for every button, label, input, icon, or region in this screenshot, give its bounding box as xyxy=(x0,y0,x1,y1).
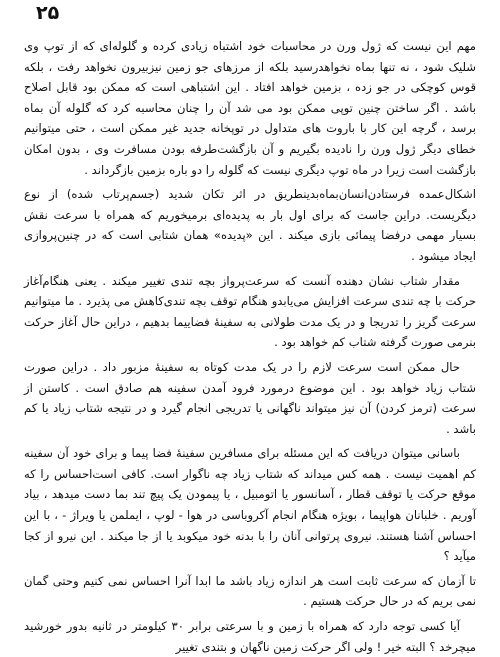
paragraph-1: مهم این نیست که ژول ورن در محاسبات خود اشتباه زیادی کرده و گلوله‌ای که از توپ وی شلیک شود ، نه تنها بماه نخواهدرسید بلکه از مرزهای جو زمین نیزبیرون نخواهد رفت ، بلکه قوس کوچکی در جو زده ، بزمین خواهد افتاد . این اشتباهی است که ممکن بود قابل اصلاح باشد . اگر ساختن چنین توپی ممکن بود می شد آن را چنان محاسبه کرد که گلوله آن بماه برسد ، گرچه این کار با باروت های متداول در توپخانه جدید غیر ممکن است ، حتی میتوانیم خطای دیگر ژول ورن را نادیده بگیریم و آن بازگشت‌طرفه بودن مسافرت وی ، بدون امکان بازگشت است زیرا در ماه توپ دیگری نیست که گلوله را دو باره بزمین بازگرداند . xyxy=(24,39,476,177)
paragraph-5: باسانی میتوان دریافت که این مسئله برای مسافرین سفینهٔ فضا پیما و برای خود آن سفینه کم اهمیت نیست . همه کس میداند که شتاب زیاد چه ناگوار است. کافی است‌احساس را که موقع حرکت یا توقف قطار ، آسانسور یا اتومبیل ، یا پیمودن یک پیچ تند بما دست میدهد ، بیاد آوریم . خلبانان هواپیما ، بویژه هنگام انجام آکروباسی در هوا - لوپ ، ایملمن یا ویراژ - ، با این احساس آشنا هستند. نیروی پرتوانی آنان را با بدنه خود میکوبد یا از جا میکند . این نیرو از کجا میآید ؟ xyxy=(24,446,476,564)
page-number: ۲۵ xyxy=(36,2,60,24)
page-body xyxy=(24,36,476,657)
paragraph-3: مقدار شتاب نشان دهنده آنست که سرعت‌پرواز بچه تندی تغییر میکند . یعنی هنگام‌آغاز حرکت با چه تندی سرعت افزایش می‌یابدو هنگام توقف بچه تندی‌کاهش می پذیرد . ما میتوانیم سرعت گریز را تدریجا و در یک مدت طولانی به سفینهٔ فضاییما بدهیم ، دراین حال آغاز حرکت بنرمی صورت گرفته شتاب کم خواهد بود . xyxy=(24,273,476,350)
paragraph-6: تا آزمان که سرعت ثابت است هر اندازه زیاد باشد ما ابدا آنرا احساس نمی کنیم وحتی گمان نمی بریم که در حال حرکت هستیم . xyxy=(24,573,476,609)
paragraph-2: اشکال‌عمده فرستادن‌انسان‌بماه‌بدینطریق در اثر تکان شدید (جسم‌پرتاب شده) از نوع دیگریست. دراین جاست که برای اول بار به پدیده‌ای برمیخوریم که همراه با سرعت نقش بسیار مهمی درفضا پیمائی بازی میکند . این «پدیده» همان شتابی است که در چنین‌پروازی ایجاد میشود . xyxy=(24,187,476,263)
paragraph-4: حال ممکن است سرعت لازم را در یک مدت کوتاه به سفینهٔ مزبور داد . دراین صورت شتاب زیاد خواهد بود . این موضوع درمورد فرود آمدن سفینه هم صادق است . کاستن از سرعت (ترمز کردن) آن نیز میتواند ناگهانی یا تدریجی انجام گیرد و در نتیجه شتاب زیاد یا کم باشد . xyxy=(24,359,476,436)
paragraph-7: آیا کسی توجه دارد که همراه با زمین و با سرعتی برابر ۳۰ کیلومتر در ثانیه بدور خورشید میچرخد ؟ البته خیر ! ولی اگر حرکت زمین ناگهان و بتندی تغییر xyxy=(24,619,476,654)
